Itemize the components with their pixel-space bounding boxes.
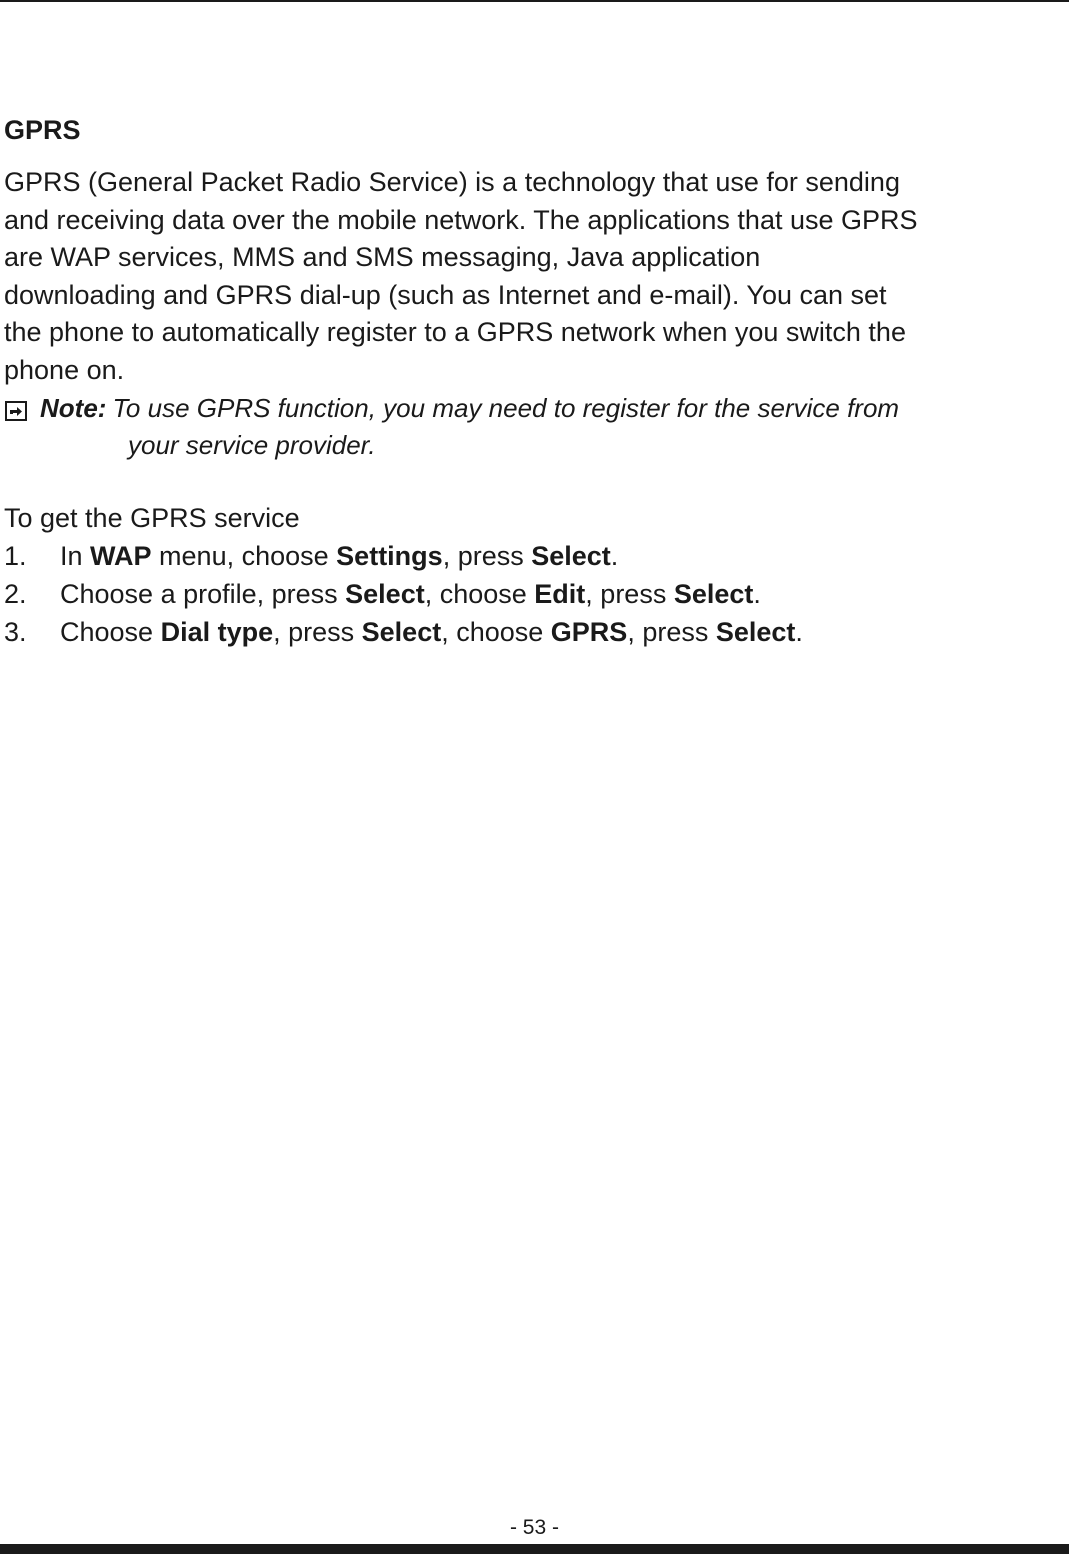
page-content [4, 112, 1059, 651]
step-item [4, 575, 1059, 613]
step-item [4, 613, 1059, 651]
step-text: Choose a profile, press Select, choose Edit, press Select. [60, 579, 761, 610]
intro-line: and receiving data over the mobile network. The applications that use GPRS [4, 204, 918, 235]
section-title: GPRS [4, 115, 81, 145]
intro-line: are WAP services, MMS and SMS messaging, Java application [4, 242, 761, 273]
step-number: 2. [4, 579, 27, 610]
top-rule [0, 0, 1069, 2]
note-box [4, 390, 1059, 464]
step-item [4, 537, 1059, 575]
procedure-steps [4, 537, 1059, 651]
intro-line: the phone to automatically register to a GPRS network when you switch the [4, 317, 906, 348]
step-text: In WAP menu, choose Settings, press Select. [60, 541, 619, 572]
intro-line: phone on. [4, 354, 125, 385]
intro-line: downloading and GPRS dial-up (such as Internet and e-mail). You can set [4, 279, 887, 310]
spacer [4, 464, 1059, 500]
note-label: Note: [40, 392, 107, 423]
note-text: To use GPRS function, you may need to register for the service from [112, 392, 900, 423]
step-number: 3. [4, 617, 27, 648]
note-line-1 [4, 390, 1059, 427]
bottom-rule [0, 1544, 1069, 1554]
procedure-heading: To get the GPRS service [4, 502, 300, 533]
intro-line: GPRS (General Packet Radio Service) is a technology that use for sending [4, 167, 900, 197]
page-number: - 53 - [509, 1516, 559, 1539]
intro-paragraph [4, 164, 1059, 390]
step-number: 1. [4, 541, 27, 572]
note-line-2: your service provider. [128, 429, 376, 460]
step-text: Choose Dial type, press Select, choose GPRS, press Select. [60, 617, 803, 648]
note-arrow-icon [4, 396, 28, 420]
